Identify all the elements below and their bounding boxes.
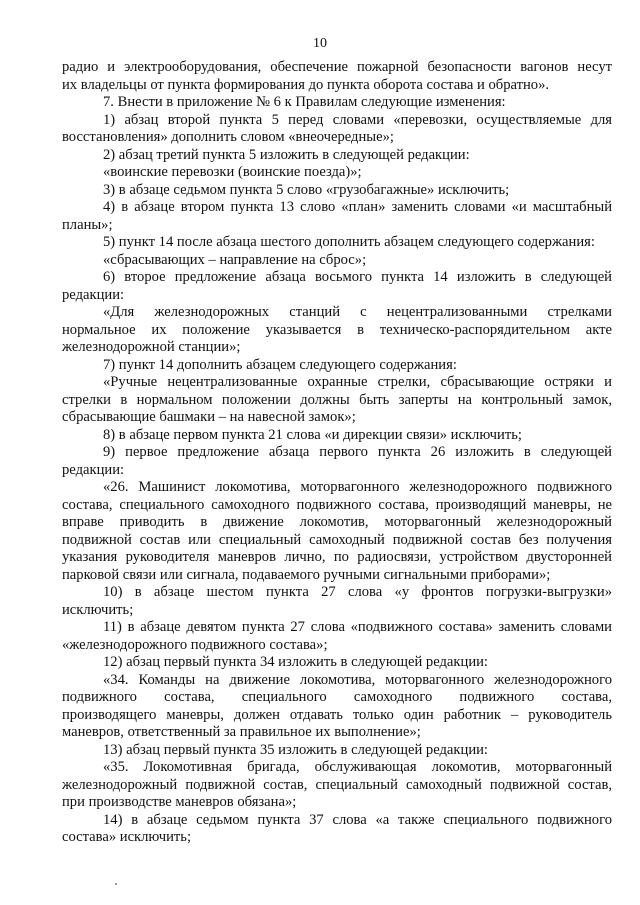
text-line: «35. Локомотивная бригада, обслуживающая локомотив, моторвагонный [103, 759, 612, 775]
text-line: состава, специального самоходного подвижного состава, производящий маневры, не [62, 496, 612, 513]
text-line: исключить; [62, 601, 134, 618]
text-line: «26. Машинист локомотива, моторвагонного железнодорожного подвижного [103, 479, 612, 495]
text-line: редакции: [62, 461, 125, 478]
text-line: производящего маневры, должен отдавать только один работник – руководитель [62, 706, 612, 723]
text-line: стрелки в нормальном положении должны быть заперты на контрольный замок, [62, 391, 612, 408]
text-line: «Для железнодорожных станций с нецентрализованными стрелками [103, 304, 612, 320]
body-text [62, 59, 612, 847]
text-line: «34. Команды на движение локомотива, моторвагонного железнодорожного [103, 671, 612, 688]
text-line: 14) в абзаце седьмом пункта 37 слова «а также специального подвижного [103, 811, 612, 828]
text-line: 9) первое предложение абзаца первого пункта 26 изложить в следующей [103, 444, 612, 460]
text-line: редакции: [62, 286, 125, 303]
text-line: радио и электрооборудования, обеспечение пожарной безопасности вагонов несут [62, 59, 612, 75]
text-line: парковой связи или сигнала, подаваемого ручными сигнальными приборами»; [62, 566, 551, 583]
text-line: подвижной состав или специальный самоходный подвижной состав без получения [62, 531, 612, 548]
text-line: «воинские перевозки (воинские поезда)»; [103, 164, 362, 180]
text-line: 13) абзац первый пункта 35 изложить в следующей редакции: [103, 741, 488, 758]
text-line: вправе приводить в движение локомотив, моторвагонный железнодорожный [62, 514, 612, 530]
text-line: 12) абзац первый пункта 34 изложить в следующей редакции: [103, 654, 488, 670]
text-line: подвижного состава, специального самоходного подвижного состава, [62, 689, 612, 705]
text-line: при производстве маневров обязана»; [62, 794, 297, 810]
text-line: 7. Внести в приложение № 6 к Правилам следующие изменения: [103, 94, 506, 110]
text-line: 7) пункт 14 дополнить абзацем следующего содержания: [103, 356, 457, 373]
text-line: их владельцы от пункта формирования до пункта оборота состава и обратно». [62, 76, 550, 93]
page-number: 10 [313, 36, 327, 51]
text-line: 4) в абзаце втором пункта 13 слово «план» заменить словами «и масштабный [103, 199, 612, 215]
text-line: 2) абзац третий пункта 5 изложить в следующей редакции: [103, 146, 470, 163]
text-line: «Ручные нецентрализованные охранные стрелки, сбрасывающие остряки и [103, 374, 612, 390]
text-line: 6) второе предложение абзаца восьмого пункта 14 изложить в следующей [103, 269, 612, 285]
text-line: нормальное их положение указывается в техническо-распорядительном акте [62, 321, 612, 338]
text-line: железнодорожный подвижной состав, специальный самоходный подвижной состав, [62, 776, 612, 793]
text-line: 5) пункт 14 после абзаца шестого дополнить абзацем следующего содержания: [103, 234, 595, 250]
text-line: 8) в абзаце первом пункта 21 слова «и дирекции связи» исключить; [103, 426, 522, 443]
text-line: 1) абзац второй пункта 5 перед словами «перевозки, осуществляемые для [103, 111, 612, 128]
text-line: маневров, ответственный за правильное их выполнение»; [62, 724, 421, 740]
text-line: 10) в абзаце шестом пункта 27 слова «у фронтов погрузки-выгрузки» [103, 584, 612, 600]
text-line: 3) в абзаце седьмом пункта 5 слово «грузобагажные» исключить; [103, 181, 510, 198]
text-line: указания руководителя маневров лично, по радиосвязи, устройством двусторонней [62, 549, 612, 565]
text-line: состава» исключить; [62, 829, 192, 845]
text-line: «сбрасывающих – направление на сброс»; [103, 251, 367, 268]
text-line: восстановления» дополнить словом «внеочередные»; [62, 129, 394, 145]
scan-speck [115, 883, 117, 885]
text-line: железнодорожной станции»; [62, 339, 241, 355]
text-line: сбрасывающие башмаки – на навесной замок»; [62, 409, 356, 425]
text-line: 11) в абзаце девятом пункта 27 слова «подвижного состава» заменить словами [103, 619, 612, 635]
text-line: планы»; [62, 216, 113, 233]
text-line: «железнодорожного подвижного состава»; [62, 636, 328, 653]
